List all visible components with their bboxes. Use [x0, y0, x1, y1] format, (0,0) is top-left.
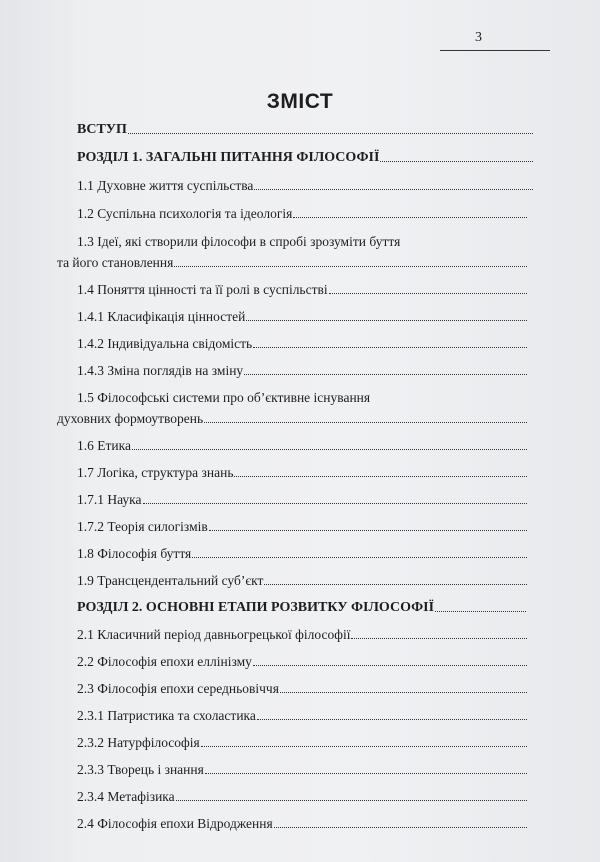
toc-entry-text: 1.1 Духовне життя суспільства — [77, 178, 254, 193]
dot-leader — [204, 422, 526, 423]
dot-leader — [209, 530, 527, 531]
toc-entry — [57, 625, 541, 643]
toc-entry-text: 1.7.1 Наука — [77, 492, 142, 507]
toc-entry — [57, 679, 541, 697]
dot-leader — [254, 189, 533, 190]
dot-leader — [257, 719, 527, 720]
dot-leader — [176, 800, 527, 801]
dot-leader — [246, 320, 526, 321]
dot-leader — [205, 773, 527, 774]
dot-leader — [264, 584, 526, 585]
toc-entry — [57, 814, 541, 832]
dot-leader — [234, 476, 526, 477]
toc-entry-text: 2.1 Класичний період давньогрецької філософії — [77, 627, 351, 642]
dot-leader — [435, 611, 526, 612]
toc-entry — [57, 490, 541, 508]
toc-entry-text: 2.2 Філософія епохи еллінізму — [77, 654, 252, 669]
dot-leader — [132, 449, 527, 450]
dot-leader — [128, 133, 533, 134]
dot-leader — [201, 746, 527, 747]
toc-entry — [57, 204, 541, 222]
toc-entry — [57, 436, 541, 454]
dot-leader — [351, 638, 526, 639]
toc-entry — [57, 176, 541, 194]
toc-section-entry — [57, 148, 541, 166]
dot-leader — [380, 161, 533, 162]
toc-entry-text: 1.7 Логіка, структура знань — [77, 465, 234, 480]
toc-entry-text: РОЗДІЛ 1. ЗАГАЛЬНІ ПИТАННЯ ФІЛОСОФІЇ — [77, 150, 380, 165]
toc-entry-text: 1.4 Поняття цінності та її ролі в суспільстві — [77, 282, 328, 297]
toc-entry — [57, 280, 541, 298]
page-number: 3 — [475, 30, 482, 45]
toc-entry — [57, 571, 541, 589]
dot-leader — [329, 293, 527, 294]
toc-entry-text: 2.4 Філософія епохи Відродження — [77, 816, 273, 831]
toc-entry — [57, 388, 541, 427]
toc-entry-text: 1.9 Трансцендентальний суб’єкт — [77, 573, 264, 588]
table-of-contents — [57, 120, 541, 832]
toc-entry-text: 2.3 Філософія епохи середньовіччя — [77, 681, 279, 696]
toc-entry — [57, 706, 541, 724]
dot-leader — [174, 266, 526, 267]
toc-entry — [57, 361, 541, 379]
toc-entry-text: 1.4.3 Зміна поглядів на зміну — [77, 363, 244, 378]
toc-entry-text: 1.5 Філософські системи про об’єктивне існування — [77, 390, 371, 405]
toc-entry — [57, 307, 541, 325]
toc-entry-text: 1.7.2 Теорія силогізмів — [77, 519, 208, 534]
toc-entry — [57, 334, 541, 352]
toc-entry — [57, 760, 541, 778]
toc-entry-text: 2.3.4 Метафізика — [77, 789, 175, 804]
toc-entry-text: 1.6 Етика — [77, 438, 131, 453]
dot-leader — [274, 827, 527, 828]
dot-leader — [253, 347, 526, 348]
toc-entry — [57, 787, 541, 805]
toc-entry — [57, 652, 541, 670]
toc-entry — [57, 463, 541, 481]
toc-section-entry — [57, 598, 541, 616]
toc-section-entry — [57, 120, 541, 138]
toc-entry — [57, 232, 541, 271]
toc-title: ЗМІСТ — [266, 90, 334, 113]
toc-entry-text: 1.3 Ідеї, які створили філософи в спробі зрозуміти буття — [77, 234, 401, 249]
toc-entry-text: 1.8 Філософія буття — [77, 546, 192, 561]
toc-entry-text: ВСТУП — [77, 122, 127, 137]
dot-leader — [143, 503, 527, 504]
toc-entry-text: та його становлення — [57, 255, 174, 270]
toc-entry-text: РОЗДІЛ 2. ОСНОВНІ ЕТАПИ РОЗВИТКУ ФІЛОСОФІЇ — [77, 600, 435, 615]
dot-leader — [192, 557, 526, 558]
toc-entry-text: 1.2 Суспільна психологія та ідеологія — [77, 206, 293, 221]
toc-entry-text: 2.3.2 Натурфілософія — [77, 735, 200, 750]
toc-page-number — [528, 0, 542, 832]
toc-entry-text: 2.3.1 Патристика та схоластика — [77, 708, 256, 723]
dot-leader — [253, 665, 527, 666]
toc-entry — [57, 517, 541, 535]
toc-entry — [57, 544, 541, 562]
toc-entry-text: 1.4.1 Класифікація цінностей — [77, 309, 246, 324]
dot-leader — [244, 374, 526, 375]
toc-entry — [57, 733, 541, 751]
toc-entry-text: духовних формоутворень — [57, 411, 204, 426]
toc-entry-text: 2.3.3 Творець і знання — [77, 762, 204, 777]
dot-leader — [280, 692, 527, 693]
dot-leader — [293, 217, 526, 218]
toc-entry-text: 1.4.2 Індивідуальна свідомість — [77, 336, 253, 351]
